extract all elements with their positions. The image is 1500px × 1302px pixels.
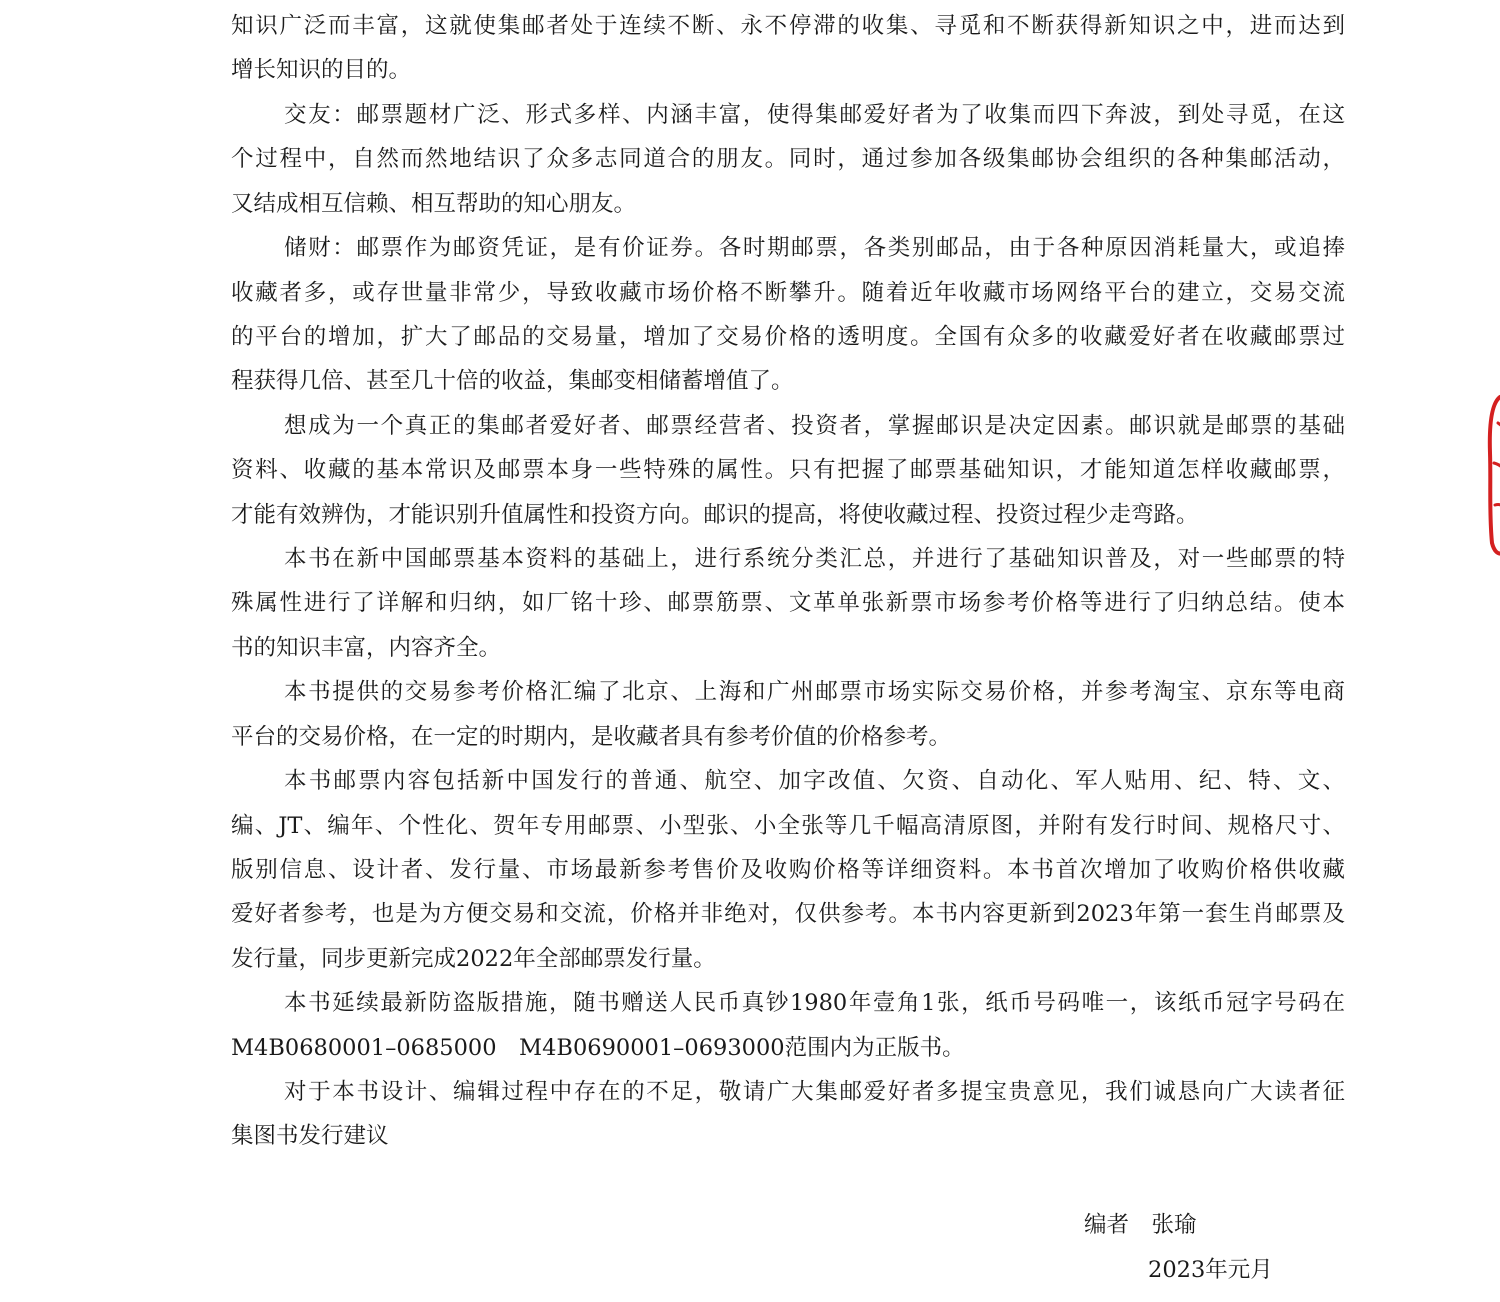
text-line: 交友：邮票题材广泛、形式多样、内涵丰富，使得集邮爱好者为了收集而四下奔波，到处寻觅，在这 [284,102,1345,128]
text-line: 平台的交易价格，在一定的时期内，是收藏者具有参考价值的价格参考。 [231,724,952,750]
text-line: 知识广泛而丰富，这就使集邮者处于连续不断、永不停滞的收集、寻觅和不断获得新知识之中，进而达到 [231,13,1345,39]
text-line: 本书延续最新防盗版措施，随书赠送人民币真钞1980年壹角1张，纸币号码唯一，该纸币冠字号码在 [284,990,1345,1016]
text-line: 储财：邮票作为邮资凭证，是有价证券。各时期邮票，各类别邮品，由于各种原因消耗量大，或追捧 [284,235,1345,261]
text-line: 资料、收藏的基本常识及邮票本身一些特殊的属性。只有把握了邮票基础知识，才能知道怎样收藏邮票， [231,457,1345,483]
text-line: 想成为一个真正的集邮者爱好者、邮票经营者、投资者，掌握邮识是决定因素。邮识就是邮票的基础 [284,413,1345,439]
text-line: 集图书发行建议 [231,1123,389,1149]
text-line: 本书提供的交易参考价格汇编了北京、上海和广州邮票市场实际交易价格，并参考淘宝、京东等电商 [284,679,1345,705]
text-line: M4B0680001–0685000 M4B0690001–0693000范围内为正版书。 [231,1035,965,1061]
editor-signature: 编者 张瑜 [1084,1212,1197,1238]
text-line: 本书在新中国邮票基本资料的基础上，进行系统分类汇总，并进行了基础知识普及，对一些邮票的特 [284,546,1345,572]
text-line: 发行量，同步更新完成2022年全部邮票发行量。 [231,946,716,972]
text-line: 个过程中，自然而然地结识了众多志同道合的朋友。同时，通过参加各级集邮协会组织的各种集邮活动， [231,146,1345,172]
text-line: 对于本书设计、编辑过程中存在的不足，敬请广大集邮爱好者多提宝贵意见，我们诚恳向广大读者征 [284,1079,1345,1105]
text-line: 书的知识丰富，内容齐全。 [231,635,502,661]
text-line: 本书邮票内容包括新中国发行的普通、航空、加字改值、欠资、自动化、军人贴用、纪、特、文、 [284,768,1345,794]
text-line: 程获得几倍、甚至几十倍的收益，集邮变相储蓄增值了。 [231,368,794,394]
text-line: 殊属性进行了详解和归纳，如厂铭十珍、邮票筋票、文革单张新票市场参考价格等进行了归纳总结。使本 [231,590,1345,616]
text-line: 爱好者参考，也是为方便交易和交流，价格并非绝对，仅供参考。本书内容更新到2023年第一套生肖邮票及 [231,901,1345,927]
text-line: 才能有效辨伪，才能识别升值属性和投资方向。邮识的提高，将使收藏过程、投资过程少走弯路。 [231,502,1199,528]
text-line: 版别信息、设计者、发行量、市场最新参考售价及收购价格等详细资料。本书首次增加了收购价格供收藏 [231,857,1345,883]
text-line: 的平台的增加，扩大了邮品的交易量，增加了交易价格的透明度。全国有众多的收藏爱好者在收藏邮票过 [231,324,1345,350]
red-seal-stamp [1486,393,1500,557]
text-line: 又结成相互信赖、相互帮助的知心朋友。 [231,191,637,217]
text-line: 编、JT、编年、个性化、贺年专用邮票、小型张、小全张等几千幅高清原图，并附有发行时间、规格尺寸、 [231,813,1345,839]
signature-date: 2023年元月 [1148,1257,1273,1283]
text-line: 收藏者多，或存世量非常少，导致收藏市场价格不断攀升。随着近年收藏市场网络平台的建立，交易交流 [231,280,1345,306]
text-line: 增长知识的目的。 [231,57,412,83]
